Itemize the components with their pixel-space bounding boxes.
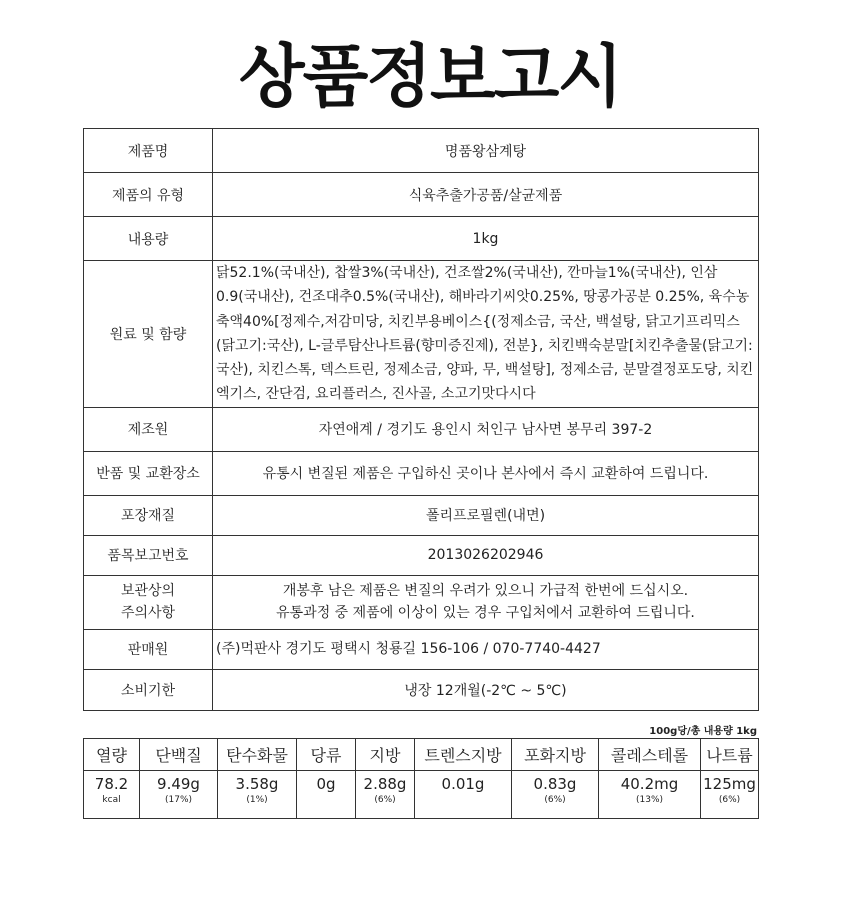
nutrient-cell — [415, 771, 512, 819]
nutrient-value: 0.01g — [441, 775, 485, 793]
value-seller: (주)먹판사 경기도 평택시 청룡길 156-106 / 070-7740-4427 — [213, 629, 759, 669]
label-manufacturer: 제조원 — [84, 407, 213, 451]
product-info-table — [83, 128, 759, 711]
label-returns: 반품 및 교환장소 — [84, 451, 213, 495]
label-seller: 판매원 — [84, 629, 213, 669]
row-product-type — [84, 173, 759, 217]
row-ingredients — [84, 261, 759, 408]
nutrient-value: 9.49g — [157, 775, 200, 793]
nutrient-value: 3.58g — [235, 775, 279, 793]
label-ingredients: 원료 및 함량 — [84, 261, 213, 408]
nutrient-cell — [356, 771, 415, 819]
label-storage — [84, 575, 213, 629]
row-report-number — [84, 535, 759, 575]
nutrition-header-row — [84, 739, 759, 771]
nutrient-value: 0g — [316, 775, 336, 793]
nutrient-name: 단백질 — [140, 739, 218, 771]
value-volume: 1kg — [213, 217, 759, 261]
nutrient-value: 40.2mg — [620, 775, 679, 793]
row-product-name — [84, 129, 759, 173]
nutrient-value: 0.83g — [533, 775, 577, 793]
row-volume — [84, 217, 759, 261]
value-packaging: 폴리프로필렌(내면) — [213, 495, 759, 535]
nutrient-name: 콜레스테롤 — [599, 739, 701, 771]
nutrient-name: 지방 — [356, 739, 415, 771]
nutrient-cell — [140, 771, 218, 819]
nutrient-name: 트렌스지방 — [415, 739, 512, 771]
value-product-type: 식육추출가공품/살균제품 — [213, 173, 759, 217]
nutrient-cell — [218, 771, 297, 819]
label-report-number: 품목보고번호 — [84, 535, 213, 575]
nutrient-value: 2.88g — [363, 775, 407, 793]
nutrient-name: 당류 — [297, 739, 356, 771]
nutrient-sub: kcal — [102, 795, 121, 805]
value-storage-line-2: 유통과정 중 제품에 이상이 있는 경우 구입처에서 교환하여 드립니다. — [276, 605, 695, 622]
nutrient-cell — [701, 771, 759, 819]
row-storage — [84, 575, 759, 629]
nutrient-sub: (13%) — [635, 795, 664, 805]
label-expiry: 소비기한 — [84, 669, 213, 710]
row-expiry — [84, 669, 759, 710]
label-storage-line-1: 보관상의 — [120, 583, 176, 600]
nutrient-value: 78.2 — [94, 775, 129, 793]
nutrient-sub: (1%) — [246, 795, 268, 805]
nutrient-sub: (6%) — [544, 795, 566, 805]
nutrient-sub: (6%) — [718, 795, 741, 805]
row-seller — [84, 629, 759, 669]
nutrient-value: 125mg — [703, 775, 756, 793]
value-expiry: 냉장 12개월(-2℃ ~ 5℃) — [213, 669, 759, 710]
value-storage — [213, 575, 759, 629]
label-product-type: 제품의 유형 — [84, 173, 213, 217]
label-volume: 내용량 — [84, 217, 213, 261]
row-returns — [84, 451, 759, 495]
nutrient-name: 열량 — [84, 739, 140, 771]
value-manufacturer: 자연애계 / 경기도 용인시 처인구 남사면 봉무리 397-2 — [213, 407, 759, 451]
nutrient-sub: (6%) — [374, 795, 396, 805]
nutrient-name: 나트륨 — [701, 739, 759, 771]
nutrient-sub: (17%) — [164, 795, 193, 805]
label-storage-line-2: 주의사항 — [120, 605, 176, 622]
value-storage-line-1: 개봉후 남은 제품은 변질의 우려가 있으니 가급적 한번에 드십시오. — [282, 583, 689, 600]
nutrition-note: 100g당/총 내용량 1kg — [649, 726, 757, 737]
nutrient-cell — [599, 771, 701, 819]
nutrient-name: 포화지방 — [512, 739, 599, 771]
value-product-name: 명품왕삼계탕 — [213, 129, 759, 173]
nutrition-table — [83, 738, 759, 819]
row-manufacturer — [84, 407, 759, 451]
page-title: 상품정보고시 — [238, 38, 622, 117]
value-report-number: 2013026202946 — [213, 535, 759, 575]
row-packaging — [84, 495, 759, 535]
nutrient-cell — [297, 771, 356, 819]
nutrient-name: 탄수화물 — [218, 739, 297, 771]
value-ingredients: 닭52.1%(국내산), 찹쌀3%(국내산), 건조쌀2%(국내산), 깐마늘1%(국내산), 인삼0.9(국내산), 건조대추0.5%(국내산), 해바라기씨앗0.25%, 땅콩가공분 0.25%, 육수농축액40%[정제수,저감미당, 치킨부용베이스{(정제소금, 국산, 백설탕, 닭고기프리믹스(닭고기:국산), L-글루탐산나트륨(향미증진제), 전분}, 치킨백숙분말[치킨추출물(닭고기:국산), 치킨스톡, 덱스트린, 정제소금, 양파, 무, 백설탕], 정제소금, 분말결정포도당, 치킨엑기스, 잔단검, 요리플러스, 진사골, 소고기맛다시다 — [213, 261, 759, 408]
nutrient-cell — [84, 771, 140, 819]
nutrient-cell — [512, 771, 599, 819]
value-returns: 유통시 변질된 제품은 구입하신 곳이나 본사에서 즉시 교환하여 드립니다. — [213, 451, 759, 495]
nutrition-value-row — [84, 771, 759, 819]
label-packaging: 포장재질 — [84, 495, 213, 535]
label-product-name: 제품명 — [84, 129, 213, 173]
